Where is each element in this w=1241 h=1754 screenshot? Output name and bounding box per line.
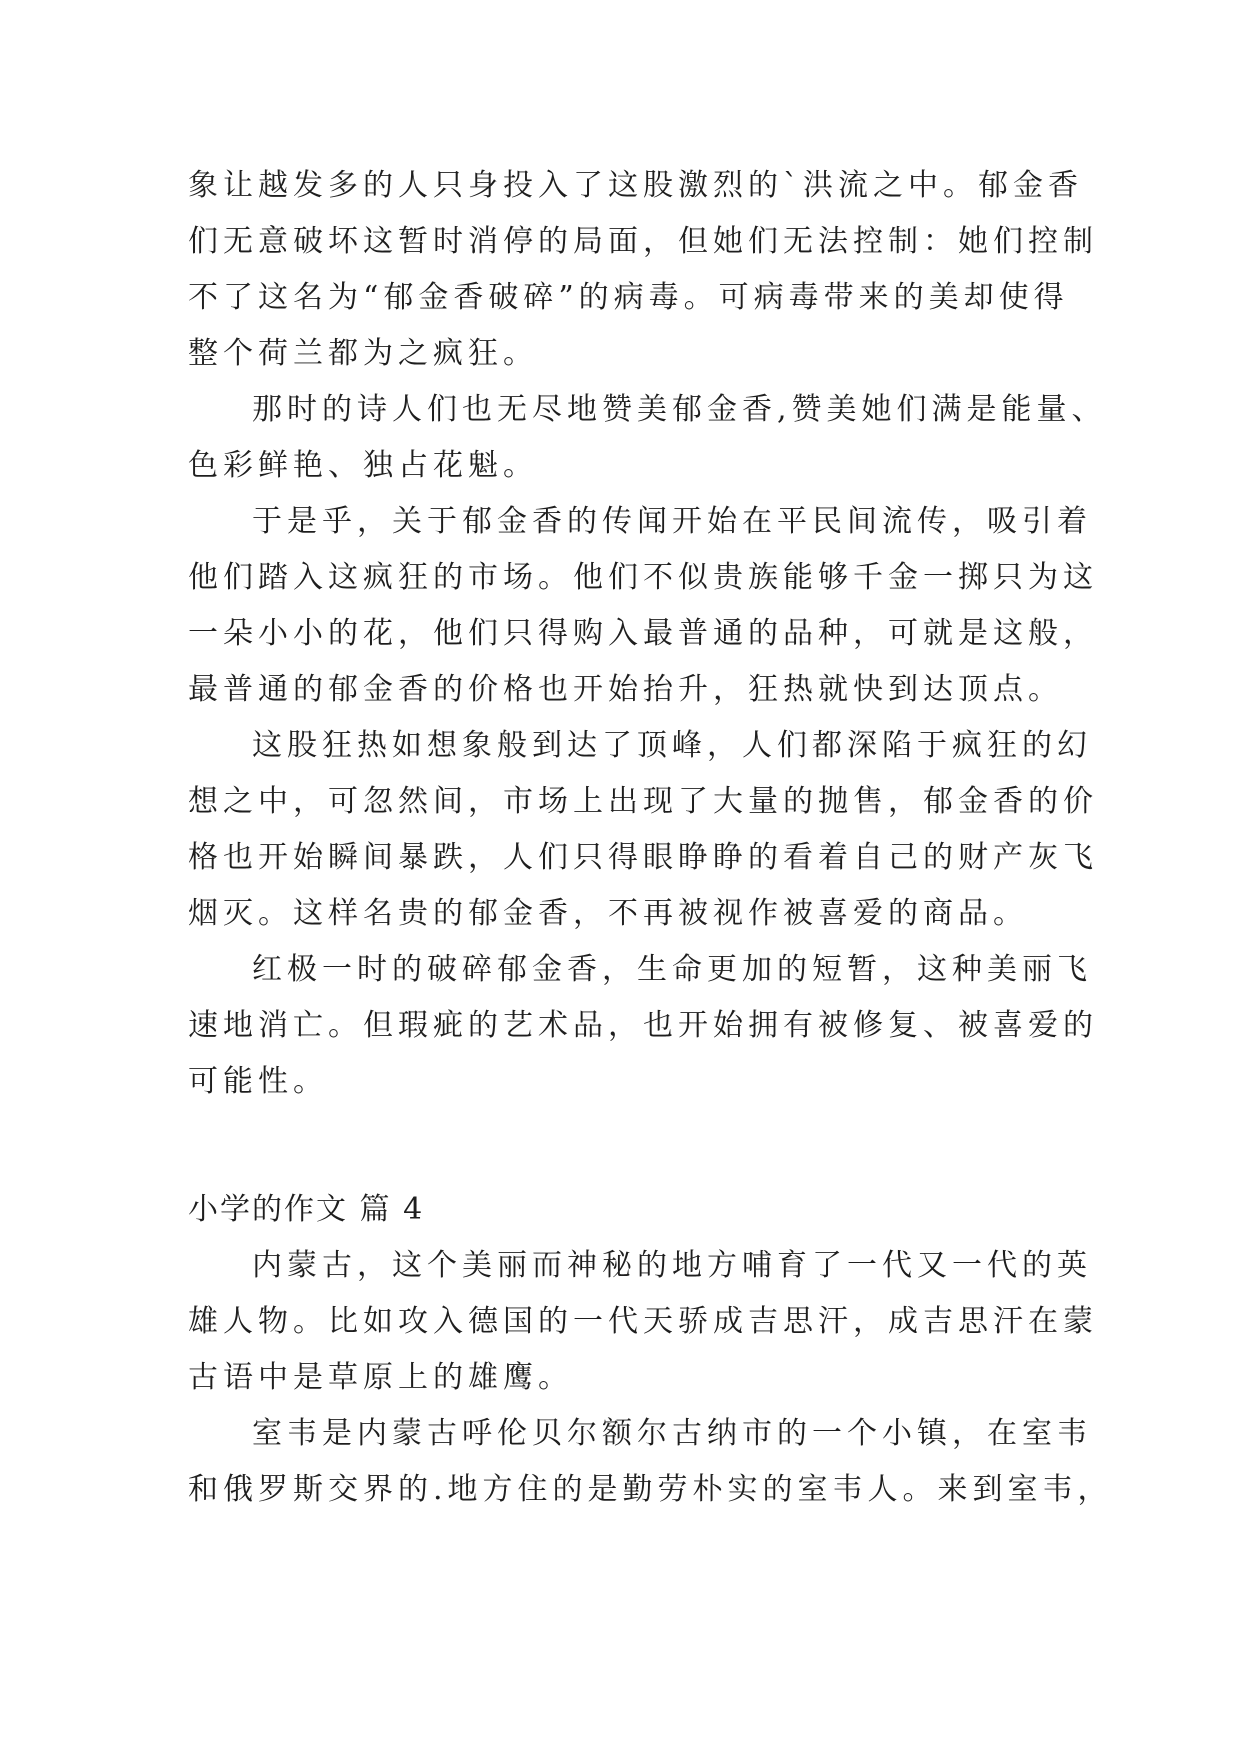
text-line: 室韦是内蒙古呼伦贝尔额尔古纳市的一个小镇，在室韦 xyxy=(252,1416,1092,1451)
section-heading: 小学的作文 篇 4 xyxy=(188,1192,425,1227)
text-line: 烟灭。这样名贵的郁金香，不再被视作被喜爱的商品。 xyxy=(188,896,1028,931)
text-line: 象让越发多的人只身投入了这股激烈的`洪流之中。郁金香 xyxy=(188,168,1083,203)
text-line: 红极一时的破碎郁金香，生命更加的短暂，这种美丽飞 xyxy=(252,952,1092,987)
text-line: 雄人物。比如攻入德国的一代天骄成吉思汗，成吉思汗在蒙 xyxy=(188,1304,1098,1339)
text-line: 内蒙古，这个美丽而神秘的地方哺育了一代又一代的英 xyxy=(252,1248,1092,1283)
text-line: 于是乎，关于郁金香的传闻开始在平民间流传，吸引着 xyxy=(252,504,1092,539)
text-line: 想之中，可忽然间，市场上出现了大量的抛售，郁金香的价 xyxy=(188,784,1098,819)
text-line: 和俄罗斯交界的.地方住的是勤劳朴实的室韦人。来到室韦， xyxy=(188,1472,1113,1507)
text-line: 这股狂热如想象般到达了顶峰，人们都深陷于疯狂的幻 xyxy=(252,728,1092,763)
text-line: 那时的诗人们也无尽地赞美郁金香,赞美她们满是能量、 xyxy=(252,392,1107,427)
text-line: 古语中是草原上的雄鹰。 xyxy=(188,1360,573,1395)
text-line: 最普通的郁金香的价格也开始抬升，狂热就快到达顶点。 xyxy=(188,672,1063,707)
text-line: 可能性。 xyxy=(188,1064,328,1099)
text-line: 他们踏入这疯狂的市场。他们不似贵族能够千金一掷只为这 xyxy=(188,560,1098,595)
text-line: 速地消亡。但瑕疵的艺术品，也开始拥有被修复、被喜爱的 xyxy=(188,1008,1098,1043)
text-line: 一朵小小的花，他们只得购入最普通的品种，可就是这般， xyxy=(188,616,1098,651)
text-line: 格也开始瞬间暴跌，人们只得眼睁睁的看着自己的财产灰飞 xyxy=(188,840,1098,875)
text-line: 们无意破坏这暂时消停的局面，但她们无法控制：她们控制 xyxy=(188,224,1098,259)
text-line: 整个荷兰都为之疯狂。 xyxy=(188,336,538,371)
text-line: 不了这名为“郁金香破碎”的病毒。可病毒带来的美却使得 xyxy=(188,280,1069,315)
text-line: 色彩鲜艳、独占花魁。 xyxy=(188,448,538,483)
